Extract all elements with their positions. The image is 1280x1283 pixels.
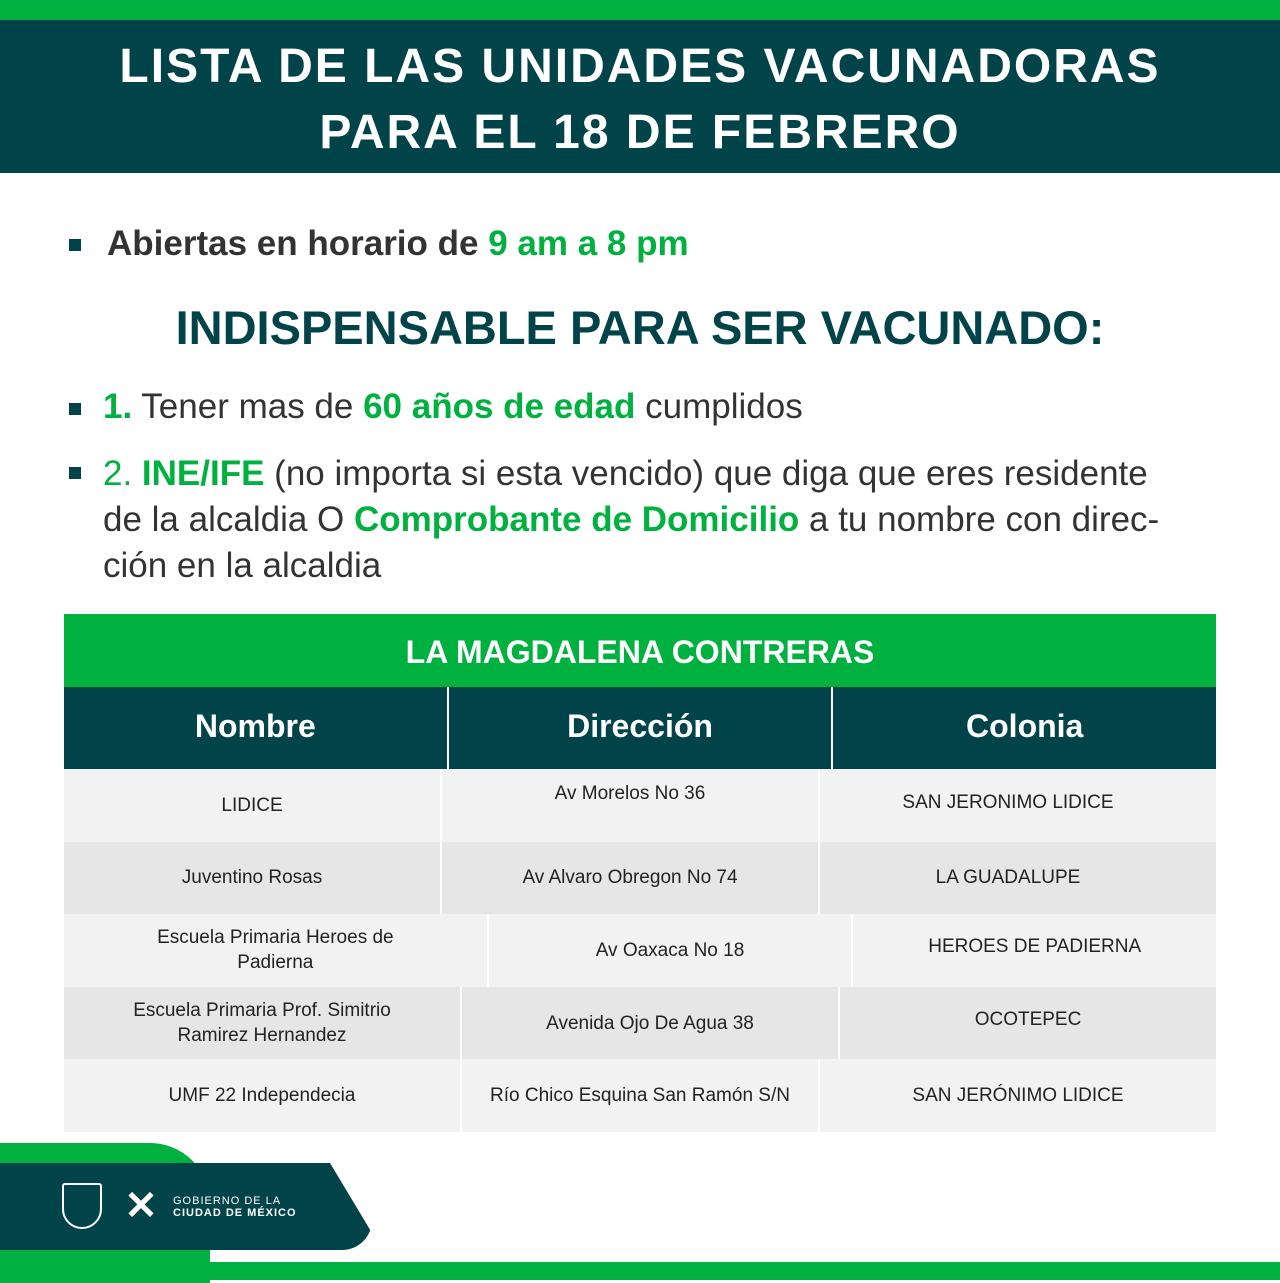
req1-highlight: 60 años de edad [363, 387, 636, 426]
hours-highlight: 9 am a 8 pm [488, 224, 689, 263]
req2-text-e: a tu nombre con direc- [799, 500, 1160, 539]
government-logo-text [173, 1195, 297, 1219]
bullet-icon [69, 239, 81, 251]
cell-colonia: SAN JERÓNIMO LIDICE [912, 1085, 1124, 1107]
table-row [64, 769, 1216, 842]
cell-colonia: OCOTEPEC [974, 1008, 1082, 1030]
req2-num: 2. [103, 454, 142, 493]
cell-direccion: Avenida Ojo De Agua 38 [462, 987, 840, 1060]
gov-line-1: GOBIERNO DE LA [173, 1195, 282, 1207]
top-strip [0, 0, 1280, 20]
req2-comprobante: Comprobante de Domicilio [353, 500, 800, 539]
req1-text-c: cumplidos [635, 387, 803, 426]
cell-colonia: HEROES DE PADIERNA [928, 936, 1142, 958]
cell-direccion: Río Chico Esquina San Ramón S/N [462, 1059, 820, 1132]
cell-direccion: Av Oaxaca No 18 [489, 914, 854, 987]
req2-text-c: de la alcaldia O [103, 500, 354, 539]
req1-text-a: Tener mas de [132, 387, 364, 426]
title-line-2: PARA EL 18 DE FEBRERO [319, 106, 961, 159]
column-header-direccion: Dirección [449, 687, 834, 769]
cell-nombre: LIDICE [64, 769, 442, 842]
bottom-strip [200, 1262, 1280, 1280]
table-header [64, 687, 1216, 769]
requirement-2 [103, 451, 1159, 589]
req2-text-f: ción en la alcaldia [103, 546, 382, 585]
table-row [64, 987, 1216, 1060]
cdmx-knot-logo-icon: ✕ [124, 1184, 158, 1228]
req2-ine: INE/IFE [141, 454, 265, 493]
cell-nombre: Juventino Rosas [64, 842, 442, 915]
table-row [64, 842, 1216, 915]
cell-nombre: Escuela Primaria Heroes de Padierna [64, 914, 489, 987]
title-line-1: LISTA DE LAS UNIDADES VACUNADORAS [119, 40, 1161, 93]
requirement-1 [103, 387, 803, 427]
column-header-colonia: Colonia [966, 708, 1084, 744]
table-row [64, 1059, 1216, 1132]
table-body [64, 769, 1216, 1132]
gov-line-2: CIUDAD DE MÉXICO [173, 1207, 297, 1219]
bullet-icon [69, 467, 81, 479]
hours-text [107, 224, 689, 264]
cdmx-shield-logo-icon [62, 1183, 102, 1229]
cell-colonia: LA GUADALUPE [935, 867, 1081, 889]
table-row [64, 914, 1216, 987]
bullet-icon [69, 403, 81, 415]
req2-text-b: (no importa si esta vencido) que diga que eres residente [264, 454, 1148, 493]
cell-direccion: Av Alvaro Obregon No 74 [442, 842, 820, 915]
cell-nombre: Escuela Primaria Prof. Simitrio Ramirez Hernandez [64, 987, 462, 1060]
cell-nombre: UMF 22 Independecia [64, 1059, 462, 1132]
req1-num: 1. [103, 387, 133, 426]
column-header-nombre: Nombre [64, 687, 449, 769]
cell-direccion: Av Morelos No 36 [442, 769, 820, 842]
hours-prefix: Abiertas en horario de [107, 224, 489, 263]
cell-colonia: SAN JERONIMO LIDICE [902, 792, 1114, 813]
vaccination-units-table [64, 614, 1216, 1132]
page-header [0, 20, 1280, 173]
requirements-title: INDISPENSABLE PARA SER VACUNADO: [175, 301, 1105, 354]
table-title: LA MAGDALENA CONTRERAS [64, 614, 1216, 687]
